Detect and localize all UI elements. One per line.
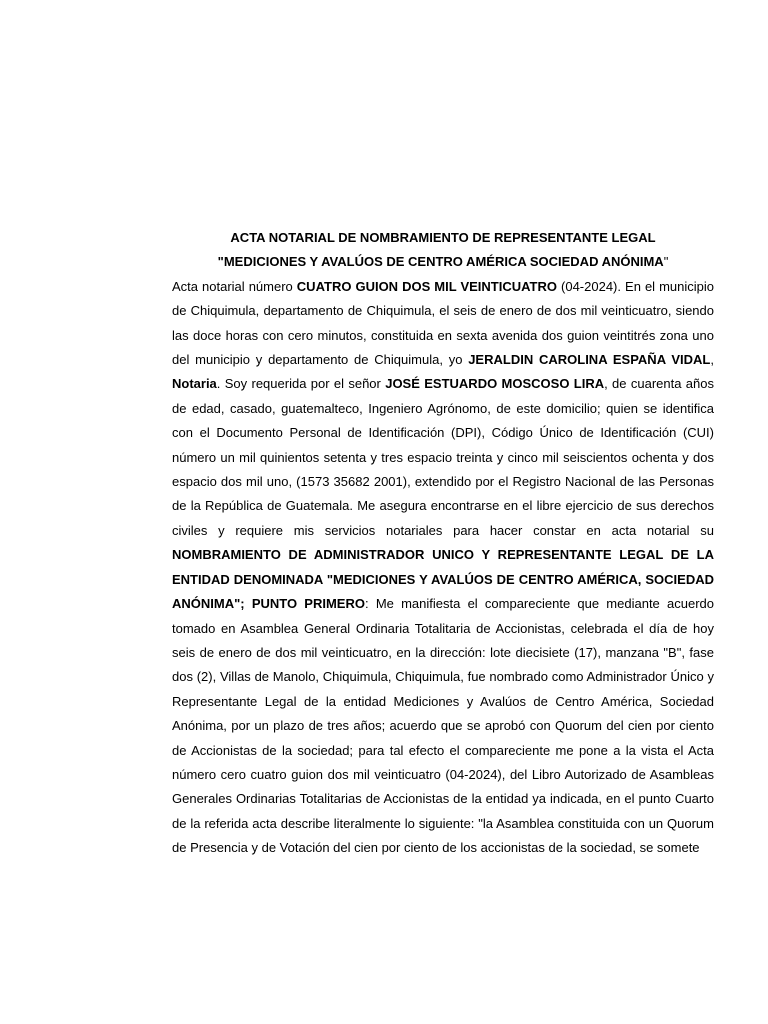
- body-paragraph: [172, 275, 714, 861]
- document-page: [172, 226, 714, 861]
- text-segment: Acta notarial número: [172, 278, 297, 294]
- title-line-1: ACTA NOTARIAL DE NOMBRAMIENTO DE REPRESENTANTE LEGAL: [230, 230, 656, 245]
- text-segment: . Soy requerida por el señor: [216, 376, 386, 392]
- text-segment: : Me manifiesta el compareciente que mediante acuerdo tomado en Asamblea General Ordinaria Totalitaria de Accionistas, celebrada el día de hoy seis de enero de dos mil veinticuatro, en la dirección: lote diecisiete (17), manzana "B", fase dos (2), Villas de Manolo, Chiquimula, Chiquimula, fue nombrado como Administrador Único y Representante Legal de la entidad Mediciones y Avalúos de Centro América, Sociedad Anónima, por un plazo de tres años; acuerdo que se aprobó con Quorum del cien por ciento de Accionistas de la sociedad; para tal efecto el compareciente me pone a la vista el Acta número cero cuatro guion dos mil veinticuatro (04-2024), del Libro Autorizado de Asambleas Generales Ordinarias Totalitarias de Accionistas de la entidad ya indicada, en el punto Cuarto de la referida acta describe literalmente lo siguiente: "la Asamblea constituida con un Quorum de Presencia y de Votación del cien por ciento de los accionistas de la sociedad, se somete: [172, 596, 714, 856]
- document-title: [172, 226, 714, 250]
- title-line-2-tail: ": [663, 254, 669, 270]
- text-segment: ,: [710, 352, 714, 368]
- bold-text-segment: JOSÉ ESTUARDO MOSCOSO LIRA: [385, 376, 605, 392]
- text-segment: (04-2024). En el municipio de Chiquimula, departamento de Chiquimula, el seis de enero de dos mil veinticuatro, siendo las doce horas con cero minutos, constituida en sexta avenida dos guion veintitrés zona uno del municipio y departamento de Chiquimula, yo: [172, 278, 714, 368]
- bold-text-segment: Notaria: [172, 376, 217, 392]
- bold-text-segment: JERALDIN CAROLINA ESPAÑA VIDAL: [468, 352, 711, 368]
- document-subtitle: [172, 250, 714, 274]
- bold-text-segment: CUATRO GUION DOS MIL VEINTICUATRO: [296, 278, 557, 294]
- title-line-2: "MEDICIONES Y AVALÚOS DE CENTRO AMÉRICA SOCIEDAD ANÓNIMA: [217, 254, 664, 270]
- bold-text-segment: NOMBRAMIENTO DE ADMINISTRADOR UNICO Y REPRESENTANTE LEGAL DE LA ENTIDAD DENOMINADA "MEDICIONES Y AVALÚOS DE CENTRO AMÉRICA, SOCIEDAD ANÓNIMA"; PUNTO PRIMERO: [172, 547, 714, 612]
- text-segment: , de cuarenta años de edad, casado, guatemalteco, Ingeniero Agrónomo, de este domicilio; quien se identifica con el Documento Personal de Identificación (DPI), Código Único de Identificación (CUI) número un mil quinientos setenta y tres espacio treinta y cinco mil seiscientos ochenta y dos espacio dos mil uno, (1573 35682 2001), extendido por el Registro Nacional de las Personas de la República de Guatemala. Me asegura encontrarse en el libre ejercicio de sus derechos civiles y requiere mis servicios notariales para hacer constar en acta notarial su: [172, 376, 714, 538]
